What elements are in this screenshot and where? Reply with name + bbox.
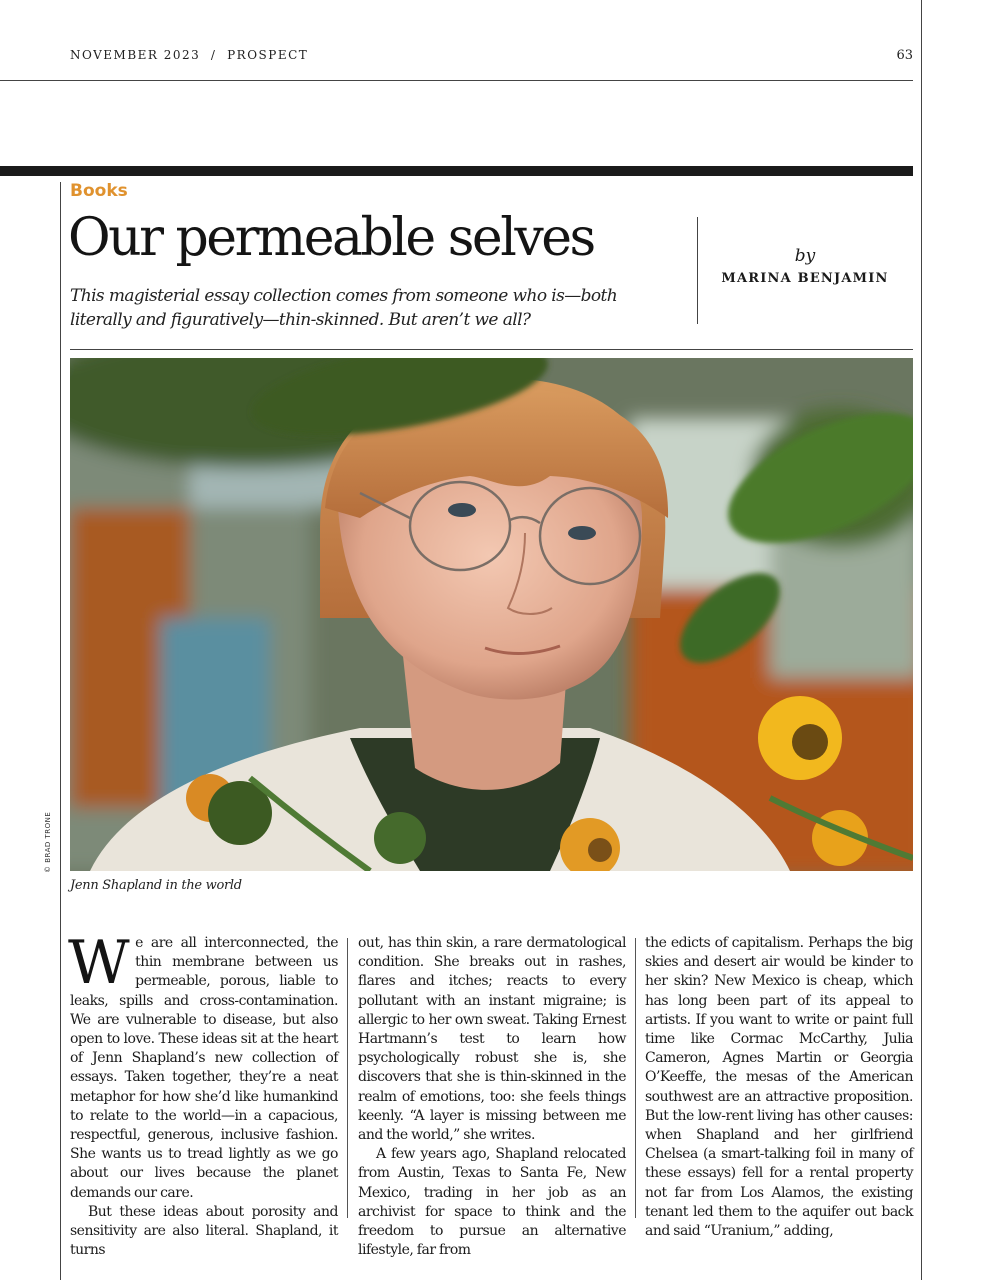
drop-cap: W	[68, 928, 130, 998]
portrait-photo	[70, 358, 913, 871]
article-standfirst: This magisterial essay collection comes from someone who is—both literally and figuratively—thin-skinned. But aren’t we all?	[70, 286, 618, 330]
page-number: 63	[896, 48, 913, 63]
column-divider	[635, 938, 636, 1218]
body-paragraph: the edicts of capitalism. Perhaps the big skies and desert air would be kinder to her skin? New Mexico is cheap, which has long been part of its appeal to artists. If you want to write or paint full time like Cormac McCarthy, Julia Cameron, Agnes Martin or Georgia O’Keeffe, the mesas of the American southwest are an attractive proposition. But the low-rent living has other causes: when Shapland and her girlfriend Chelsea (a smart-talking foil in many of these essays) fell for a rental property not far from Los Alamos, the existing tenant led them to the aquifer out back and said “Uranium,” adding,	[645, 935, 913, 1240]
body-paragraph: A few years ago, Shapland relocated from Austin, Texas to Santa Fe, New Mexico, trading in her job as an archivist for space to think and the freedom to pursue an alternative lifestyle, far from	[358, 1146, 626, 1259]
photo-caption: Jenn Shapland in the world	[70, 878, 242, 893]
column-divider	[347, 938, 348, 1218]
header-divider	[0, 80, 913, 81]
body-paragraph: But these ideas about porosity and sensitivity are also literal. Shapland, it turns	[70, 1203, 338, 1259]
body-paragraph: out, has thin skin, a rare dermatological condition. She breaks out in rashes, flares and itches; reacts to every pollutant with an instant migraine; is allergic to her own sweat. Taking Ernest Hartmann’s test to learn how psychologically robust she is, she discovers that she is thin-skinned in the realm of emotions, too: she feels things keenly. “A layer is missing between me and the world,” she writes.	[358, 935, 626, 1144]
photo-credit: © BRAD TRONE	[44, 811, 52, 873]
article-headline: Our permeable selves	[68, 208, 594, 268]
body-column-1	[68, 928, 338, 1260]
section-label: Books	[70, 181, 128, 201]
body-column-2	[358, 934, 626, 1260]
body-paragraph	[68, 928, 338, 1203]
byline-author: MARINA BENJAMIN	[721, 271, 889, 286]
title-divider	[70, 349, 913, 350]
byline-by: by	[794, 246, 816, 266]
left-margin-rule	[60, 182, 61, 1280]
byline-divider	[697, 217, 698, 324]
section-bar	[0, 166, 913, 176]
page-edge-rule	[921, 0, 922, 1280]
running-head: NOVEMBER 2023 / PROSPECT	[70, 48, 309, 62]
body-column-3	[645, 934, 913, 1241]
paragraph-text: e are all interconnected, the thin membrane between us permeable, porous, liable to leaks, spills and cross-contamination. We are vulnerable to disease, but also open to love. These ideas sit at the heart of Jenn Shapland’s new collection of essays. Taken together, they’re a neat metaphor for how she’d like humankind to relate to the world—in a capacious, respectful, generous, inclusive fashion. She wants us to tread lightly as we go about our lives because the planet demands our care.	[70, 935, 338, 1201]
